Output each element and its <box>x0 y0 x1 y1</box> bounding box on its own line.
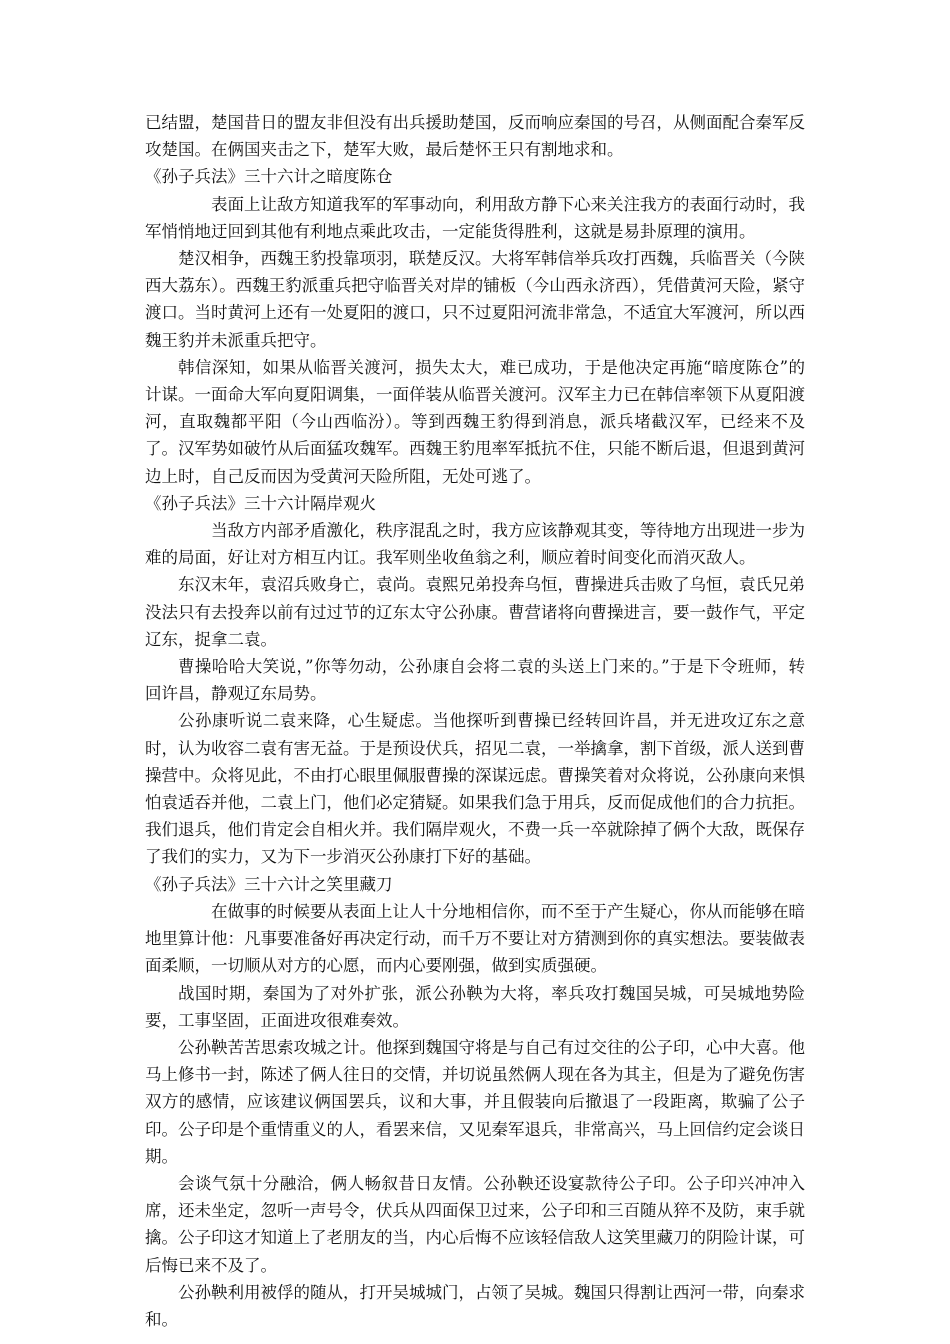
paragraph: 楚汉相争，西魏王豹投靠项羽，联楚反汉。大将军韩信举兵攻打西魏，兵临晋关（今陕西大荔东）。西魏王豹派重兵把守临晋关对岸的铺板（今山西永济西），凭借黄河天险，紧守渡口。当时黄河上还有一处夏阳的渡口，只不过夏阳河流非常急，不适宜大军渡河，所以西魏王豹并未派重兵把守。 <box>145 249 805 350</box>
document-body <box>145 109 805 1333</box>
paragraph: 在做事的时候要从表面上让人十分地相信你，而不至于产生疑心，你从而能够在暗地里算计他：凡事要准备好再决定行动，而千万不要让对方猜测到你的真实想法。要装做表面柔顺，一切顺从对方的心愿，而内心要刚强，做到实质强硬。 <box>145 901 805 976</box>
paragraph: 公孙鞅苦苦思索攻城之计。他探到魏国守将是与自己有过交往的公子印，心中大喜。他马上修书一封，陈述了俩人往日的交情，并切说虽然俩人现在各为其主，但是为了避免伤害双方的感情，应该建议俩国罢兵，议和大事，并且假装向后撤退了一段距离，欺骗了公子印。公子印是个重情重义的人，看罢来信，又见秦军退兵，非常高兴，马上回信约定会谈日期。 <box>145 1037 805 1166</box>
paragraph: 公孙康听说二袁来降，心生疑虑。当他探听到曹操已经转回许昌，并无进攻辽东之意时，认为收容二袁有害无益。于是预设伏兵，招见二袁，一举擒拿，割下首级，派人送到曹操营中。众将见此，不由打心眼里佩服曹操的深谋远虑。曹操笑着对众将说，公孙康向来惧怕袁适吞并他，二袁上门，他们必定猜疑。如果我们急于用兵，反而促成他们的合力抗拒。我们退兵，他们肯定会自相火并。我们隔岸观火，不费一兵一卒就除掉了俩个大敌，既保存了我们的实力，又为下一步消灭公孙康打下好的基础。 <box>145 711 805 867</box>
section-heading-xiaoli-cangdao: 《孙子兵法》三十六计之笑里藏刀 <box>145 874 393 894</box>
paragraph: 韩信深知，如果从临晋关渡河，损失太大，难已成功，于是他决定再施“暗度陈仓”的计谋。一面命大军向夏阳调集，一面佯装从临晋关渡河。汉军主力已在韩信率领下从夏阳渡河，直取魏都平阳（今山西临汾）。等到西魏王豹得到消息，派兵堵截汉军，已经来不及了。汉军势如破竹从后面猛攻魏军。西魏王豹甩率军抵抗不住，只能不断后退，但退到黄河边上时，自己反而因为受黄河天险所阻，无处可逃了。 <box>145 357 805 486</box>
paragraph: 曹操哈哈大笑说，”你等勿动，公孙康自会将二袁的头送上门来的。”于是下令班师，转回许昌，静观辽东局势。 <box>145 657 805 704</box>
paragraph: 东汉末年，袁沼兵败身亡，袁尚。袁熙兄弟投奔乌恒，曹操进兵击败了乌恒，袁氏兄弟没法只有去投奔以前有过过节的辽东太守公孙康。曹营诸将向曹操进言，要一鼓作气，平定辽东，捉拿二袁。 <box>145 575 805 649</box>
paragraph-intro: 已结盟，楚国昔日的盟友非但没有出兵援助楚国，反而响应秦国的号召，从侧面配合秦军反攻楚国。在俩国夹击之下，楚军大败，最后楚怀王只有割地求和。 <box>145 113 805 160</box>
paragraph: 表面上让敌方知道我军的军事动向，利用敌方静下心来关注我方的表面行动时，我军悄悄地迂回到其他有利地点乘此攻击，一定能货得胜利，这就是易卦原理的演用。 <box>145 194 805 241</box>
section-heading-andu-chencang: 《孙子兵法》三十六计之暗度陈仓 <box>145 167 393 187</box>
paragraph: 战国时期，秦国为了对外扩张，派公孙鞅为大将，率兵攻打魏国吴城，可吴城地势险要，工事坚固，正面进攻很难奏效。 <box>145 983 805 1030</box>
paragraph: 当敌方内部矛盾激化，秩序混乱之时，我方应该静观其变，等待地方出现进一步为难的局面，好让对方相互内讧。我军则坐收鱼翁之利，顺应着时间变化而消灭敌人。 <box>145 521 805 568</box>
section-heading-gean-guanhuo: 《孙子兵法》三十六计隔岸观火 <box>145 493 376 513</box>
paragraph: 会谈气氛十分融洽，俩人畅叙昔日友情。公孙鞅还设宴款待公子印。公子印兴冲冲入席，还未坐定，忽听一声号令，伏兵从四面保卫过来，公子印和三百随从猝不及防，束手就擒。公子印这才知道上了老朋友的当，内心后悔不应该轻信敌人这笑里藏刀的阴险计谋，可后悔已来不及了。 <box>145 1173 805 1275</box>
paragraph: 公孙鞅利用被俘的随从，打开吴城城门，占领了吴城。魏国只得割让西河一带，向秦求和。 <box>145 1282 805 1329</box>
